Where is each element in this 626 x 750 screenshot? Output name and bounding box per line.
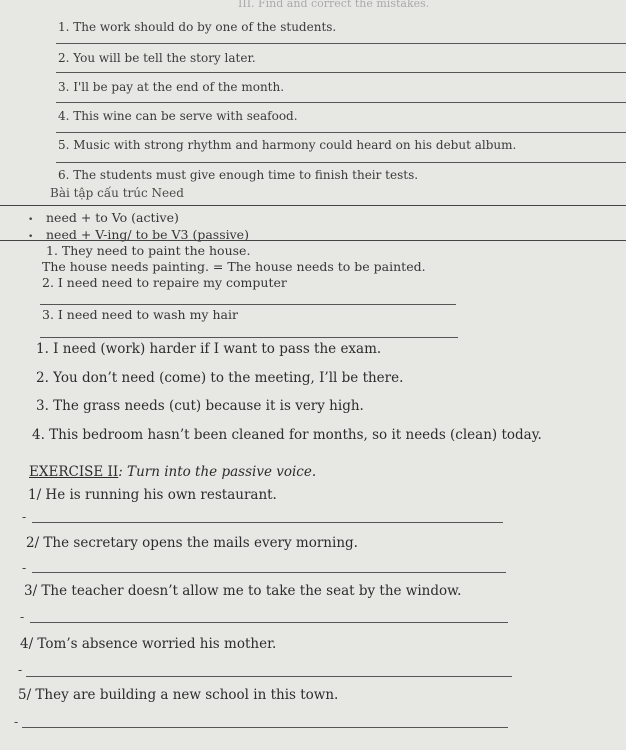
passive-item-2: 2/ The secretary opens the mails every morning. (26, 535, 358, 551)
answer-marker: - (22, 560, 27, 575)
answer-line (32, 572, 506, 573)
answer-line (56, 162, 626, 163)
passive-item-5: 5/ They are building a new school in this town. (18, 687, 339, 703)
exercise-2-label: EXERCISE II (29, 464, 119, 480)
mistake-item-2: 2. You will be tell the story later. (58, 51, 256, 65)
exercise-2-heading (29, 466, 316, 480)
bullet-icon: • (28, 215, 34, 225)
need-rule-passive: need + V-ing/ to be V3 (passive) (46, 227, 249, 242)
section-divider (0, 240, 626, 241)
need-example-2: 2. I need need to repaire my computer (42, 275, 287, 290)
mistake-item-6: 6. The students must give enough time to finish their tests. (58, 168, 419, 182)
need-example-1-answer: The house needs painting. = The house needs to be painted. (42, 259, 426, 274)
passive-item-4: 4/ Tom’s absence worried his mother. (20, 636, 277, 652)
need-exercise-3: 3. The grass needs (cut) because it is very high. (36, 398, 364, 414)
need-rule-active: need + to Vo (active) (46, 210, 179, 225)
exercise-2-instruction: : Turn into the passive voice. (118, 464, 317, 480)
answer-line (40, 304, 456, 305)
answer-marker: - (14, 714, 19, 729)
answer-line (30, 622, 508, 623)
need-example-1: 1. They need to paint the house. (46, 243, 251, 258)
need-example-3: 3. I need need to wash my hair (42, 307, 238, 322)
bullet-icon: • (28, 232, 34, 242)
answer-line (56, 43, 626, 44)
need-exercise-4: 4. This bedroom hasn’t been cleaned for months, so it needs (clean) today. (32, 427, 542, 443)
answer-marker: - (20, 609, 25, 624)
answer-line (40, 337, 458, 338)
mistake-item-3: 3. I'll be pay at the end of the month. (58, 80, 285, 94)
answer-line (32, 522, 503, 523)
need-exercise-2: 2. You don’t need (come) to the meeting, I’ll be there. (36, 370, 404, 386)
need-heading: Bài tập cấu trúc Need (50, 186, 184, 200)
answer-line (56, 102, 626, 103)
answer-marker: - (22, 509, 27, 524)
answer-marker: - (18, 662, 23, 677)
answer-line (22, 727, 508, 728)
answer-line (56, 132, 626, 133)
answer-line (56, 72, 626, 73)
need-exercise-1: 1. I need (work) harder if I want to pass the exam. (36, 341, 382, 357)
mistake-item-5: 5. Music with strong rhythm and harmony could heard on his debut album. (58, 138, 517, 152)
mistake-item-1: 1. The work should do by one of the students. (58, 20, 337, 34)
answer-line (26, 676, 512, 677)
passive-item-1: 1/ He is running his own restaurant. (28, 487, 277, 503)
section-divider (0, 205, 626, 206)
mistake-item-4: 4. This wine can be serve with seafood. (58, 109, 298, 123)
section-heading-mistakes: III. Find and correct the mistakes. (238, 0, 430, 10)
passive-item-3: 3/ The teacher doesn’t allow me to take the seat by the window. (24, 583, 462, 599)
